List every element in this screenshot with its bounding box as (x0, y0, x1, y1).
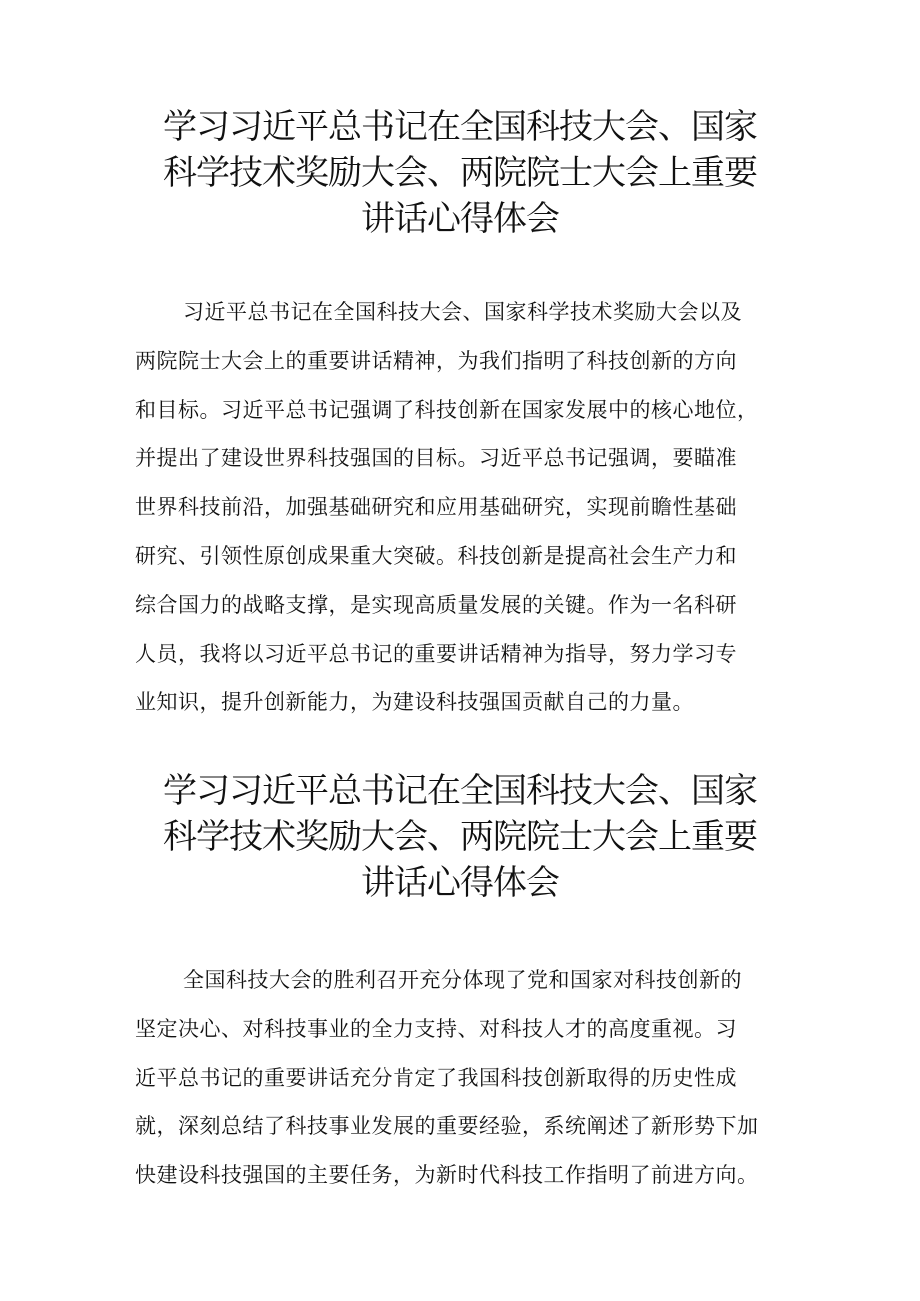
paragraph-line: 快建设科技强国的主要任务，为新时代科技工作指明了前进方向。 (135, 1163, 759, 1188)
title-line: 讲话心得体会 (361, 863, 559, 903)
paragraph-line: 全国科技大会的胜利召开充分体现了党和国家对科技创新的 (183, 968, 742, 992)
paragraph-line: 两院院士大会上的重要讲话精神，为我们指明了科技创新的方向 (135, 348, 737, 373)
article-title (130, 768, 790, 906)
title-line: 学习习近平总书记在全国科技大会、国家 (163, 107, 757, 147)
paragraph-line: 习近平总书记在全国科技大会、国家科学技术奖励大会以及 (183, 300, 742, 324)
paragraph-line: 综合国力的战略支撑，是实现高质量发展的关键。作为一名科研 (135, 592, 737, 617)
paragraph-line: 研究、引领性原创成果重大突破。科技创新是提高社会生产力和 (135, 543, 737, 568)
article-paragraph (135, 956, 795, 1200)
title-line: 学习习近平总书记在全国科技大会、国家 (163, 771, 757, 811)
title-line: 讲话心得体会 (361, 199, 559, 239)
paragraph-line: 业知识，提升创新能力，为建设科技强国贡献自己的力量。 (135, 690, 694, 715)
article-title (130, 104, 790, 242)
paragraph-line: 世界科技前沿，加强基础研究和应用基础研究，实现前瞻性基础 (135, 495, 737, 520)
title-line: 科学技术奖励大会、两院院士大会上重要 (163, 817, 757, 857)
paragraph-line: 近平总书记的重要讲话充分肯定了我国科技创新取得的历史性成 (135, 1065, 737, 1090)
paragraph-line: 人员，我将以习近平总书记的重要讲话精神为指导，努力学习专 (135, 641, 737, 666)
article-paragraph (135, 288, 795, 727)
title-line: 科学技术奖励大会、两院院士大会上重要 (163, 153, 757, 193)
paragraph-line: 就，深刻总结了科技事业发展的重要经验，系统阐述了新形势下加 (135, 1114, 759, 1139)
paragraph-line: 和目标。习近平总书记强调了科技创新在国家发展中的核心地位， (135, 397, 759, 422)
paragraph-line: 并提出了建设世界科技强国的目标。习近平总书记强调，要瞄准 (135, 446, 737, 471)
paragraph-line: 坚定决心、对科技事业的全力支持、对科技人才的高度重视。习 (135, 1016, 737, 1041)
